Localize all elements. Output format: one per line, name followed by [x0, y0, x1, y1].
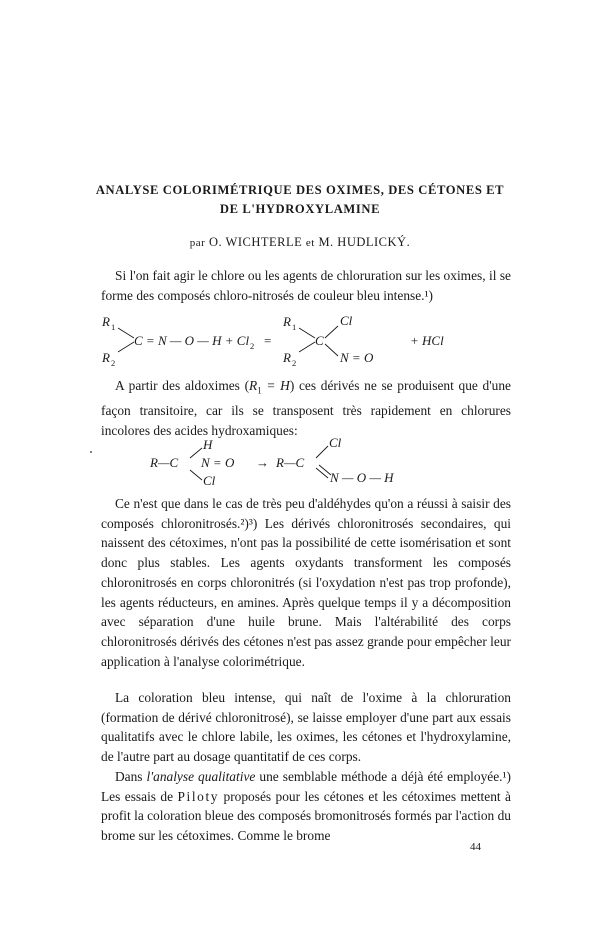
para5-spaced-name: Piloty [177, 788, 220, 804]
formula-chloronitroso [100, 312, 500, 368]
para5-part-a: Dans [115, 769, 147, 784]
f1-left-body: C = N — O — H + Cl [134, 333, 250, 348]
print-speck [90, 451, 92, 453]
para2-part-b: ) ces dérivés ne se produisent que d'une façon transitoire, car ils se transposent très rapidement en chlorures incolores des acides hydroxamiques: [101, 378, 511, 439]
f1-equals: = [264, 333, 272, 348]
f2-Cl-low: Cl [203, 473, 216, 488]
para2-part-a: A partir des aldoximes ( [115, 378, 250, 393]
f1-right-R2: R [283, 350, 291, 365]
f1-plus-HCl: + HCl [410, 333, 444, 348]
paragraph-1: Si l'on fait agir le chlore ou les agents de chloruration sur les oximes, il se forme des composés chloro-nitrosés de couleur bleu intense.¹) [101, 268, 511, 303]
f1-R1-sub: 1 [111, 322, 116, 332]
author-1: O. WICHTERLE [208, 235, 303, 249]
f2-bond-Cl-low [190, 470, 202, 480]
author-2: M. HUDLICKÝ. [318, 235, 411, 249]
f2-arrow: → [256, 455, 269, 470]
paragraph-5 [101, 767, 511, 846]
para5-part-c: proposés pour les cétones et les cétoximes mettent à profit la coloration bleue des composés bromonitrosés formés par l'action du brome sur les cétoximes. Comme le brome [101, 788, 511, 844]
paragraph-4: La coloration bleu intense, qui naît de l'oxime à la chloruration (formation de dérivé chloronitrosé), se laisse employer d'une part aux essais qualitatifs avec le chlore labile, les oximes, les cétones et l'hydroxylamine, de l'autre part au dosage quantitatif de ces corps. [101, 690, 511, 765]
page-number: 44 [470, 841, 481, 853]
title-line-2: DE L'HYDROXYLAMINE [219, 202, 381, 216]
f1-cl2-sub: 2 [250, 341, 255, 351]
title-line-1: ANALYSE COLORIMÉTRIQUE DES OXIMES, DES CÉTONES ET [95, 183, 505, 197]
paragraph-3: Ce n'est que dans le cas de très peu d'aldéhydes qu'on a réussi à saisir des composés chloronitrosés.²)³) Les dérivés chloronitrosés secondaires, qui naissent des cétoximes, n'ont pas la possibilité de cette isomérisation et sont donc plus stables. Les agents oxydants transforment les composés chloronitrosés en corps chloronitrés (si l'oxydation n'est pas trop profonde), les agents réducteurs, en amines. Après quelque temps il y a décomposition avec séparation d'une huile brune. Mais l'altérabilité des corps chloronitrosés dérivés des cétones n'est pas assez grande pour empêcher leur application à l'analyse colorimétrique. [101, 496, 511, 669]
f2-N-O: N = O [201, 455, 235, 470]
formula-hydroxamic [150, 435, 450, 488]
authors-et: et [305, 237, 315, 249]
para2-math-sub: 1 [257, 385, 262, 396]
f1-right-R1: R [283, 314, 291, 329]
f1-right-C: C [315, 333, 324, 348]
f2-N-OH: N — O — H [330, 470, 394, 485]
para2-math-R: R [249, 378, 258, 393]
f1-right-Cl: Cl [340, 313, 353, 328]
f2-H: H [203, 437, 213, 452]
f1-right-R1-sub: 1 [292, 322, 297, 332]
f2-R-right: R—C [276, 455, 305, 470]
f2-bond-Cl-up [316, 446, 328, 458]
f2-Cl-up: Cl [329, 435, 342, 450]
f1-R1: R [102, 314, 110, 329]
f2-bond-N-1 [316, 468, 328, 478]
f1-bond-Cl [325, 326, 338, 338]
para2-math-eq: = H [261, 378, 290, 393]
para5-part-b: une semblable méthode a déjà été employée.¹) Les essais de [101, 769, 511, 804]
f1-right-bond-upper [299, 328, 315, 338]
paragraph-2 [101, 376, 511, 441]
authors-par: par [189, 237, 206, 249]
f1-right-bond-lower [299, 342, 315, 352]
f1-bond-NO [325, 344, 338, 356]
f1-right-R2-sub: 2 [292, 358, 297, 368]
f1-R2-sub: 2 [111, 358, 116, 368]
f1-R2: R [102, 350, 110, 365]
para5-italic: l'analyse qualitative [146, 769, 256, 784]
f1-bond-lower [118, 342, 134, 352]
f1-right-NO: N = O [340, 350, 374, 365]
authors-line [0, 235, 600, 250]
f1-bond-upper [118, 328, 134, 338]
f2-R-left: R—C [150, 455, 179, 470]
